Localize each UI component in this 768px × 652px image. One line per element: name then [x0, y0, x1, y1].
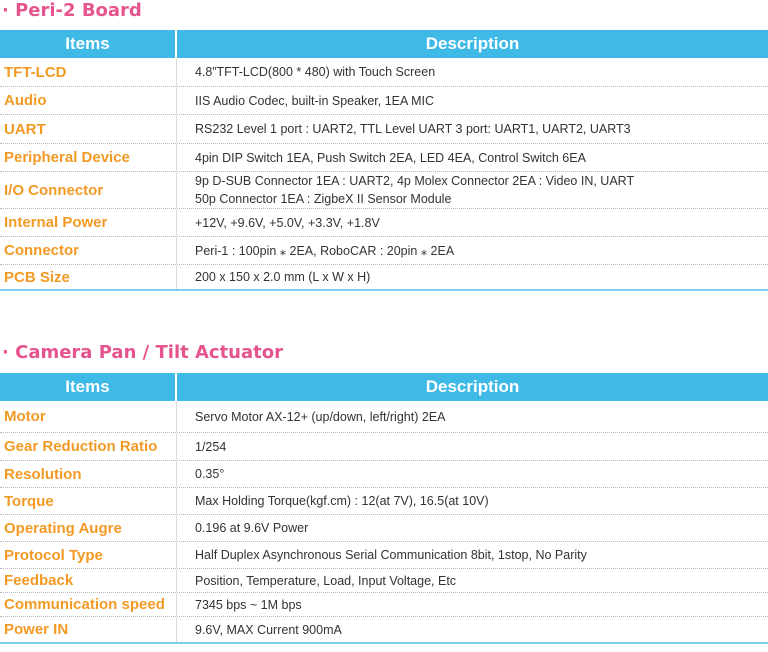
- description-line: RS232 Level 1 port : UART2, TTL Level UART 3 port: UART1, UART2, UART3: [195, 122, 631, 136]
- row-description: [177, 265, 768, 289]
- row-description: [177, 542, 768, 568]
- row-description: [177, 515, 768, 541]
- row-item-label: Protocol Type: [0, 542, 177, 568]
- row-description: [177, 433, 768, 460]
- peri-board-table: [0, 30, 768, 291]
- row-item-label: Resolution: [0, 461, 177, 487]
- row-item-label: Power IN: [0, 617, 177, 642]
- table-row: [0, 542, 768, 569]
- row-item-label: I/O Connector: [0, 172, 177, 208]
- table-row: [0, 401, 768, 433]
- row-item-label: Peripheral Device: [0, 144, 177, 171]
- description-header: Description: [425, 377, 520, 396]
- description-line: 9.6V, MAX Current 900mA: [195, 622, 342, 637]
- description-line: 9p D-SUB Connector 1EA : UART2, 4p Molex Connector 2EA : Video IN, UART: [195, 174, 635, 188]
- table-row: [0, 237, 768, 265]
- row-description: [177, 401, 768, 432]
- table-row: [0, 433, 768, 461]
- row-item-label: TFT-LCD: [0, 58, 177, 86]
- row-description: [177, 237, 768, 264]
- description-line: 0.196 at 9.6V Power: [195, 521, 309, 535]
- row-item-label: Connector: [0, 237, 177, 264]
- row-description: [177, 569, 768, 592]
- row-item-label: Motor: [0, 401, 177, 432]
- row-description: [177, 461, 768, 487]
- description-line: Position, Temperature, Load, Input Voltage, Etc: [195, 573, 457, 588]
- description-header: Description: [425, 34, 520, 53]
- row-description: [177, 115, 768, 143]
- description-line: 4pin DIP Switch 1EA, Push Switch 2EA, LED 4EA, Control Switch 6EA: [195, 150, 586, 165]
- table-row: [0, 593, 768, 617]
- items-header: Items: [0, 373, 177, 401]
- table-row: [0, 172, 768, 209]
- row-item-label: Feedback: [0, 569, 177, 592]
- description-line: +12V, +9.6V, +5.0V, +3.3V, +1.8V: [195, 215, 380, 230]
- description-line: 0.35°: [195, 467, 225, 481]
- table-row: [0, 461, 768, 488]
- row-description: [177, 593, 768, 616]
- table-row: [0, 265, 768, 291]
- row-item-label: Audio: [0, 87, 177, 114]
- row-item-label: Internal Power: [0, 209, 177, 236]
- table-row: [0, 488, 768, 515]
- description-line: Max Holding Torque(kgf.cm) : 12(at 7V), 16.5(at 10V): [195, 494, 489, 508]
- description-line: IIS Audio Codec, built-in Speaker, 1EA MIC: [195, 93, 435, 108]
- table-row: [0, 209, 768, 237]
- items-header: Items: [0, 30, 177, 58]
- table-row: [0, 515, 768, 542]
- table-header: [0, 30, 768, 58]
- row-description: [177, 172, 768, 208]
- description-line: 4.8”TFT-LCD(800 * 480) with Touch Screen: [195, 65, 436, 79]
- camera-actuator-title: · Camera Pan / Tilt Actuator: [2, 342, 283, 363]
- table-row: [0, 569, 768, 593]
- description-line: Servo Motor AX-12+ (up/down, left/right) 2EA: [195, 409, 446, 424]
- row-item-label: Communication speed: [0, 593, 177, 616]
- row-description: [177, 209, 768, 236]
- row-item-label: Operating Augre: [0, 515, 177, 541]
- row-description: [177, 87, 768, 114]
- row-description: [177, 58, 768, 86]
- row-description: [177, 617, 768, 642]
- peri-board-title: · Peri-2 Board: [2, 0, 142, 21]
- row-item-label: Torque: [0, 488, 177, 514]
- row-description: [177, 488, 768, 514]
- table-row: [0, 87, 768, 115]
- table-row: [0, 58, 768, 87]
- table-row: [0, 617, 768, 644]
- peri-board-rows: [0, 58, 768, 291]
- row-item-label: UART: [0, 115, 177, 143]
- camera-actuator-rows: [0, 401, 768, 644]
- camera-actuator-table: [0, 373, 768, 644]
- table-row: [0, 115, 768, 144]
- description-line: 1/254: [195, 439, 227, 454]
- description-line: 50p Connector 1EA : ZigbeX II Sensor Module: [195, 192, 452, 206]
- description-line: 7345 bps ~ 1M bps: [195, 597, 302, 612]
- row-item-label: Gear Reduction Ratio: [0, 433, 177, 460]
- row-description: [177, 144, 768, 171]
- description-line: Peri-1 : 100pin ⁎ 2EA, RoboCAR : 20pin ⁎ 2EA: [195, 243, 455, 258]
- row-item-label: PCB Size: [0, 265, 177, 289]
- table-row: [0, 144, 768, 172]
- table-header: [0, 373, 768, 401]
- description-line: Half Duplex Asynchronous Serial Communication 8bit, 1stop, No Parity: [195, 548, 587, 562]
- description-line: 200 x 150 x 2.0 mm (L x W x H): [195, 270, 371, 284]
